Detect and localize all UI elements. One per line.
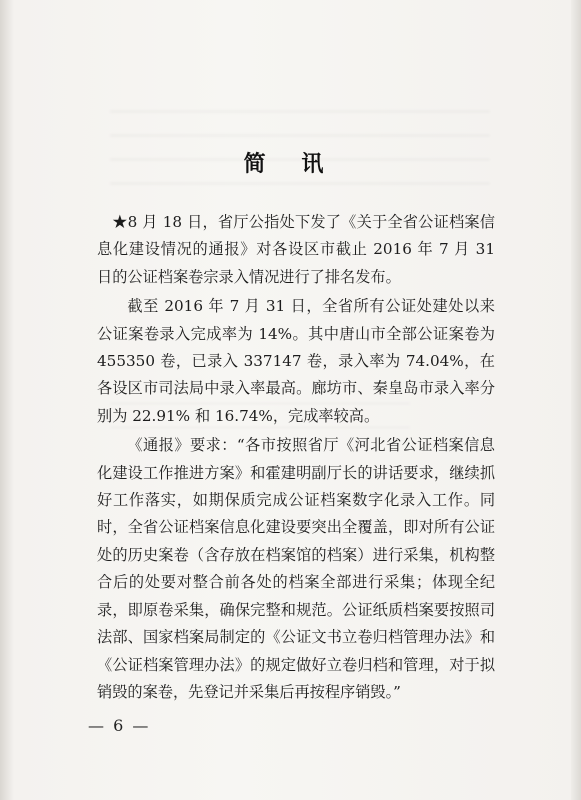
document-body xyxy=(97,209,495,708)
paragraph-statistics: 截至 2016 年 7 月 31 日，全省所有公证处建处以来公证案卷录入完成率为 14%。其中唐山市全部公证案卷为 455350 卷，已录入 337147 卷，录入率为 74.04%，在各设区市司法局中录入率最高。廊坊市、秦皇岛市录入率分别为 22.91% 和 16.74%，完成率较高。 xyxy=(97,297,495,425)
page-edge xyxy=(571,0,581,800)
paragraph-notice: ★8 月 18 日，省厅公指处下发了《关于全省公证档案信息化建设情况的通报》对各设区市截止 2016 年 7 月 31 日的公证档案卷宗录入情况进行了排名发布。 xyxy=(97,213,495,286)
bleed-through-text xyxy=(110,88,490,198)
document-title: 简 讯 xyxy=(243,152,338,177)
paragraph-requirements: 《通报》要求：“各市按照省厅《河北省公证档案信息化建设工作推进方案》和霍建明副厅长的讲话要求，继续抓好工作落实，如期保质完成公证档案数字化录入工作。同时，全省公证档案信息化建设要突出全覆盖，即对所有公证处的历史案卷（含存放在档案馆的档案）进行采集，机构整合后的处要对整合前各处的档案全部进行采集；体现全纪录，即原卷采集，确保完整和规范。公证纸质档案要按照司法部、国家档案局制定的《公证文书立卷归档管理办法》和《公证档案管理办法》的规定做好立卷归档和管理，对于拟销毁的案卷，先登记并采集后再按程序销毁。” xyxy=(97,436,495,701)
page-number: — 6 — xyxy=(88,716,151,735)
